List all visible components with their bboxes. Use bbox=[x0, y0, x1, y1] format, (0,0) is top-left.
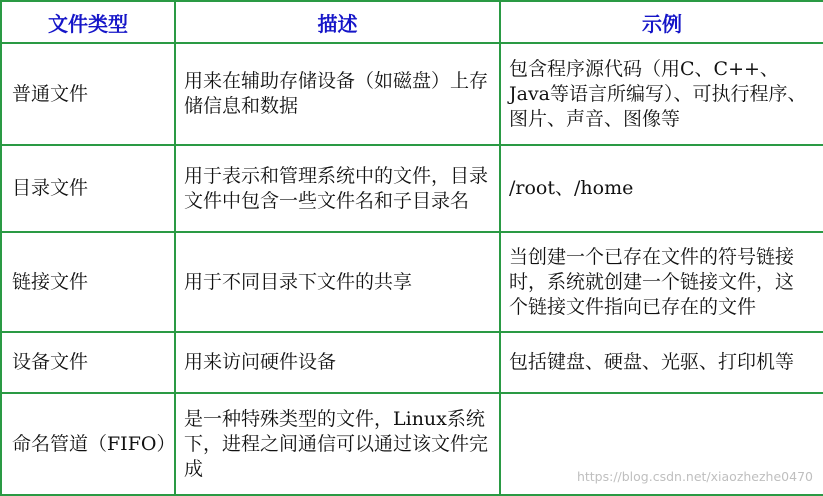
cell-example: 包含程序源代码（用C、C++、Java等语言所编写）、可执行程序、图片、声音、图像等 bbox=[500, 43, 823, 145]
cell-description: 用于不同目录下文件的共享 bbox=[175, 232, 500, 332]
header-file-type: 文件类型 bbox=[1, 1, 175, 43]
cell-file-type: 链接文件 bbox=[1, 232, 175, 332]
table-row bbox=[1, 232, 823, 332]
watermark: https://blog.csdn.net/xiaozhezhe0470 bbox=[576, 469, 813, 484]
cell-example: /root、/home bbox=[500, 145, 823, 232]
cell-file-type: 设备文件 bbox=[1, 332, 175, 393]
header-row bbox=[1, 1, 823, 43]
cell-file-type: 命名管道（FIFO） bbox=[1, 393, 175, 495]
cell-description: 用来在辅助存储设备（如磁盘）上存储信息和数据 bbox=[175, 43, 500, 145]
table-row bbox=[1, 145, 823, 232]
cell-example: 当创建一个已存在文件的符号链接时，系统就创建一个链接文件，这个链接文件指向已存在的文件 bbox=[500, 232, 823, 332]
header-description: 描述 bbox=[175, 1, 500, 43]
cell-file-type: 目录文件 bbox=[1, 145, 175, 232]
cell-description: 是一种特殊类型的文件，Linux系统下，进程之间通信可以通过该文件完成 bbox=[175, 393, 500, 495]
cell-example: 包括键盘、硬盘、光驱、打印机等 bbox=[500, 332, 823, 393]
cell-description: 用于表示和管理系统中的文件，目录文件中包含一些文件名和子目录名 bbox=[175, 145, 500, 232]
cell-description: 用来访问硬件设备 bbox=[175, 332, 500, 393]
cell-file-type: 普通文件 bbox=[1, 43, 175, 145]
table-row bbox=[1, 43, 823, 145]
table-row bbox=[1, 332, 823, 393]
header-example: 示例 bbox=[500, 1, 823, 43]
